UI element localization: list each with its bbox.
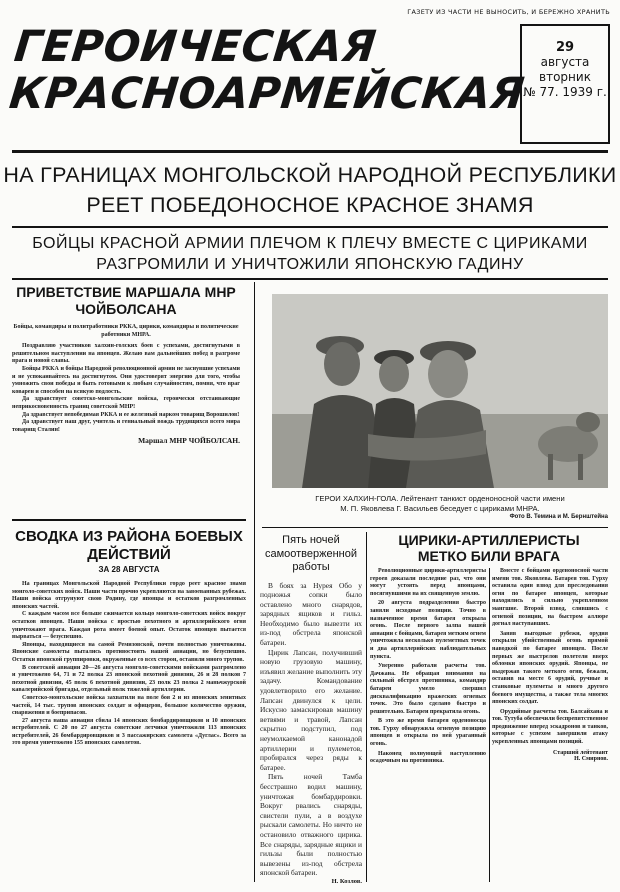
headline-rule: [12, 226, 608, 228]
masthead-rule: [12, 150, 608, 153]
report-paragraph-6: 27 августа наша авиация сбила 14 японских бомбардировщиков и 10 японских истребителей. С 20 по 27 августа советские летчики уничтожили 113 японских истребителей, 26 бомбардировщиков и 3 пассажирских самолета «Дуглас». Всего за это время уничтожено 155 японских самолетов.: [12, 717, 246, 747]
greeting-paragraph-1: Поздравляю участников халхин-голских боев с успехами, достигнутыми в решительном наступлении на японцев. Желаю вам дальнейших побед в разгроме врага и новой славы.: [12, 343, 240, 365]
report-paragraph-4: В советской авиации 20—26 августа монголо-советскими войсками разгромлено и уничтожено 64, 71 и 72 полка 23 японской пехотной дивизии, 26 и 28 полков 7 пехотной дивизии, 45 полк 6 пехотной дивизии, 23 полк 23 полка 2 маньчжурской кавалерийской бригады, отдельный полк тяжелой артиллерии.: [12, 664, 246, 694]
artillery-article: [370, 532, 608, 564]
photo-caption-line-2: М. П. Яковлева Г. Васильев беседует с цириками МНРА.: [340, 503, 540, 513]
report-article: [12, 528, 246, 748]
photo-caption: [272, 494, 608, 513]
date-month: августа: [540, 55, 590, 69]
greeting-paragraph-4: Да здравствует непобедимая РККА и ее железный нарком товарищ Ворошилов!: [22, 411, 240, 418]
work-title-1: Пять ночей: [282, 534, 340, 546]
newspaper-title: [6, 22, 527, 119]
left-column-divider: [12, 519, 246, 521]
photo-bottom-divider: [262, 527, 608, 528]
work-paragraph-2: Цирик Лапсан, получивший новую грузовую машину, изъявил желание выполнить эту задачу. Командование удовлетворило его желание. Лапсан двинулся к цели. Искусно замаскировав машину ветвями и травой, Лапсан скрытно подступил, под неумолкаемой канонадой артиллерии и пулеметов, пробирался через ряды к батарее.: [260, 647, 362, 772]
greeting-paragraph-3: Да здравствует советско-монгольские войска, героически отстаивающие неприкосновенность границ советской МНР!: [12, 396, 240, 410]
date-box: [520, 24, 610, 144]
work-title-3: работы: [292, 561, 330, 573]
photo-illustration: [272, 294, 608, 488]
work-signature: Н. Козлов.: [331, 877, 362, 885]
greeting-article: [12, 284, 240, 445]
column-divider-middle: [366, 532, 367, 882]
artillery-paragraph-1: Революционные цирики-артиллеристы героев доказали последние раз, что они могут устоять перед японцами, посягнувшими на их священную землю.: [370, 568, 486, 597]
report-paragraph-1: На границах Монгольской Народной Республики гордо реет красное знамя монголо-советских войск. Наши части прочно укрепляются на завоеванных рубежах. Наши войска отгрунуют свою Родину, где японцы и остатков разгромленных японских частей.: [12, 581, 246, 610]
work-title-2: самоотверженной: [264, 547, 358, 560]
column-divider-left: [254, 282, 255, 882]
report-title-2: ДЕЙСТВИЙ: [87, 546, 171, 563]
work-paragraph-1: В боях за Нурея Обо у подножья сопки было оставлено много снарядов, зарядных ящиков и гильз. Необходимо было вывезти их из-под обстрела японской батареи.: [260, 580, 362, 648]
greeting-signature: Маршал МНР ЧОЙБОЛСАН.: [138, 436, 240, 446]
soldiers-photo: [272, 294, 608, 488]
artillery-paragraph-5: Наконец волнующей наступлению осадочным на противника.: [370, 750, 486, 765]
title-line-2: КРАСНОАРМЕЙСКАЯ: [6, 69, 527, 119]
greeting-title-2: ЧОЙБОЛСАНА: [75, 301, 177, 317]
artillery-signature-title: Старший лейтенант: [552, 749, 608, 756]
weekday: вторник: [539, 70, 591, 84]
greeting-paragraph-2: Бойцы РККА и бойцы Народной революционной армии не заснувшие успехами и не успокаивайтесь на достигнутом. Они удостоверят энергию для того, чтобы умножить свои победы и быть готовыми к любым случайностям, помня, что враг коварен и способен на всякую подлость.: [12, 365, 240, 395]
title-line-1: ГЕРОИЧЕСКАЯ: [11, 22, 379, 72]
artillery-paragraph-3: Уверенно работали расчеты тов. Дачжана. Не обращая внимания на сильный обстрел противника, командир батареи умело свершил дисквалификацию вражеских огневых точек. Это было сделано быстро и решительно. Батареи прекратила огонь.: [370, 663, 486, 715]
subheadline-line-1: БОЙЦЫ КРАСНОЙ АРМИИ ПЛЕЧОМ К ПЛЕЧУ ВМЕСТЕ С ЦИРИКАМИ: [32, 235, 588, 252]
subheadline-rule: [12, 278, 608, 280]
artillery-column-2: [492, 568, 608, 762]
greeting-paragraph-5: Да здравствует наш друг, учитель и гениальный вождь трудящихся всего мира товарищ Сталин!: [12, 419, 240, 433]
subheadline-line-2: РАЗГРОМИЛИ И УНИЧТОЖИЛИ ЯПОНСКУЮ ГАДИНУ: [96, 256, 524, 273]
photo-caption-line-1: ГЕРОИ ХАЛХИН-ГОЛА. Лейтенант танкист орденоносной части имени: [315, 494, 565, 503]
report-paragraph-3: Японцы, находящиеся на самой Ремизовской, почти полностью уничтожены. Японские самолеты пытались противостоять нашей авиации, но безуспешно. Остатки японской группировки, окруженные со всех сторон, оставили много трупов.: [12, 641, 246, 663]
artillery-paragraph-2: 20 августа подразделения быстро заняли исходные позиции. Точно в назначенное время батарея открыла огонь. После первого залпа нашей авиации с бойцами, батарея метким огнем уничтожила несколько пулеметных точек и два артиллерийских наблюдательных пункта.: [370, 600, 486, 660]
artillery-signature: Н. Смирнов.: [574, 755, 608, 762]
report-date: ЗА 28 АВГУСТА: [98, 565, 160, 574]
headline-line-2: РЕЕТ ПОБЕДОНОСНОЕ КРАСНОЕ ЗНАМЯ: [86, 193, 534, 217]
artillery-title-1: ЦИРИКИ-АРТИЛЛЕРИСТЫ: [398, 532, 580, 548]
artillery-column-1: [370, 568, 486, 766]
report-title-1: СВОДКА ИЗ РАЙОНА БОЕВЫХ: [15, 528, 243, 545]
greeting-address: Бойцы, командиры и политработники РККА, цирики, командиры и политические работники МНРА.: [13, 324, 239, 338]
report-paragraph-2: С каждым часом все больше сжимается кольцо монголо-советских войск вокруг остатков японцев. Наши войска с яростью пехотного и артиллерийского огня уничтожают врага. Каждая рота имеет боевой опыт. Остаток японцев пытается вырваться — безуспешно.: [12, 611, 246, 641]
photo-credit: Фото В. Темина и М. Бернштейна: [509, 514, 608, 520]
artillery-paragraph-4: В это же время батарея орденоносца тов. Гурху обнаружила огневую позицию японцев и открыла по ней ураганный огонь.: [370, 718, 486, 748]
artillery-paragraph-7: Заняв выгодные рубежи, орудия открыли убийственный огонь прямой наводкой по батарее японцев. После первых же выстрелов полетели вверх обломки японских орудий. Японцы, не выдержав такого меткого огня, бежали, оставив на месте 6 орудий, ручные и станковые пулеметы и много другого боевого имущества, а также тела многих японских солдат.: [492, 630, 608, 706]
five-nights-article: [260, 534, 362, 885]
artillery-paragraph-8: Орудийные расчеты тов. Балсайхана и тов. Тутуба обеспечили беспрепятственное продвижение вперед эскадронов и танков, которые с успехом завершили атаку укрепленных японцами позиций.: [492, 708, 608, 746]
artillery-title-2: МЕТКО БИЛИ ВРАГА: [417, 548, 561, 564]
work-paragraph-3: Пять ночей Тамба бесстрашно водил машину, уничтожая бомбардировки. Вокруг рвались снаряды, свистели пули, а в воздухе рыскали самолеты. Но ничто не остановило отважного цирика. Все снаряды, зарядные ящики и гильзы были полностью вывезены из-под обстрела японской батареи.: [260, 772, 362, 878]
date-day: 29: [555, 40, 575, 55]
report-paragraph-5: Советско-монгольские войска захватили на поле боя 2 и из японских зенитных частей, 14 тыс. трупов японских солдат и офицеров, большое количество оружия, снаряжения и боеприпасов.: [12, 694, 246, 717]
greeting-title-1: ПРИВЕТСТВИЕ МАРШАЛА МНР: [16, 284, 236, 300]
artillery-paragraph-6: Вместе с бойцами орденоносной части имени тов. Яковлева. Батарея тов. Гурху оставила один взвод для преследования огня по батарее японцев, которые находились в сильно укрепленном мангшие. Второй взвод, слившись с огневой позиции, на быстром аллюре догнал наступавших.: [492, 568, 608, 628]
headline-line-1: НА ГРАНИЦАХ МОНГОЛЬСКОЙ НАРОДНОЙ РЕСПУБЛИКИ: [3, 163, 617, 187]
artillery-column-divider: [489, 568, 490, 882]
masthead-motto: ГАЗЕТУ ИЗ ЧАСТИ НЕ ВЫНОСИТЬ, И БЕРЕЖНО ХРАНИТЬ: [407, 8, 610, 16]
issue-number: № 77. 1939 г.: [523, 85, 607, 99]
